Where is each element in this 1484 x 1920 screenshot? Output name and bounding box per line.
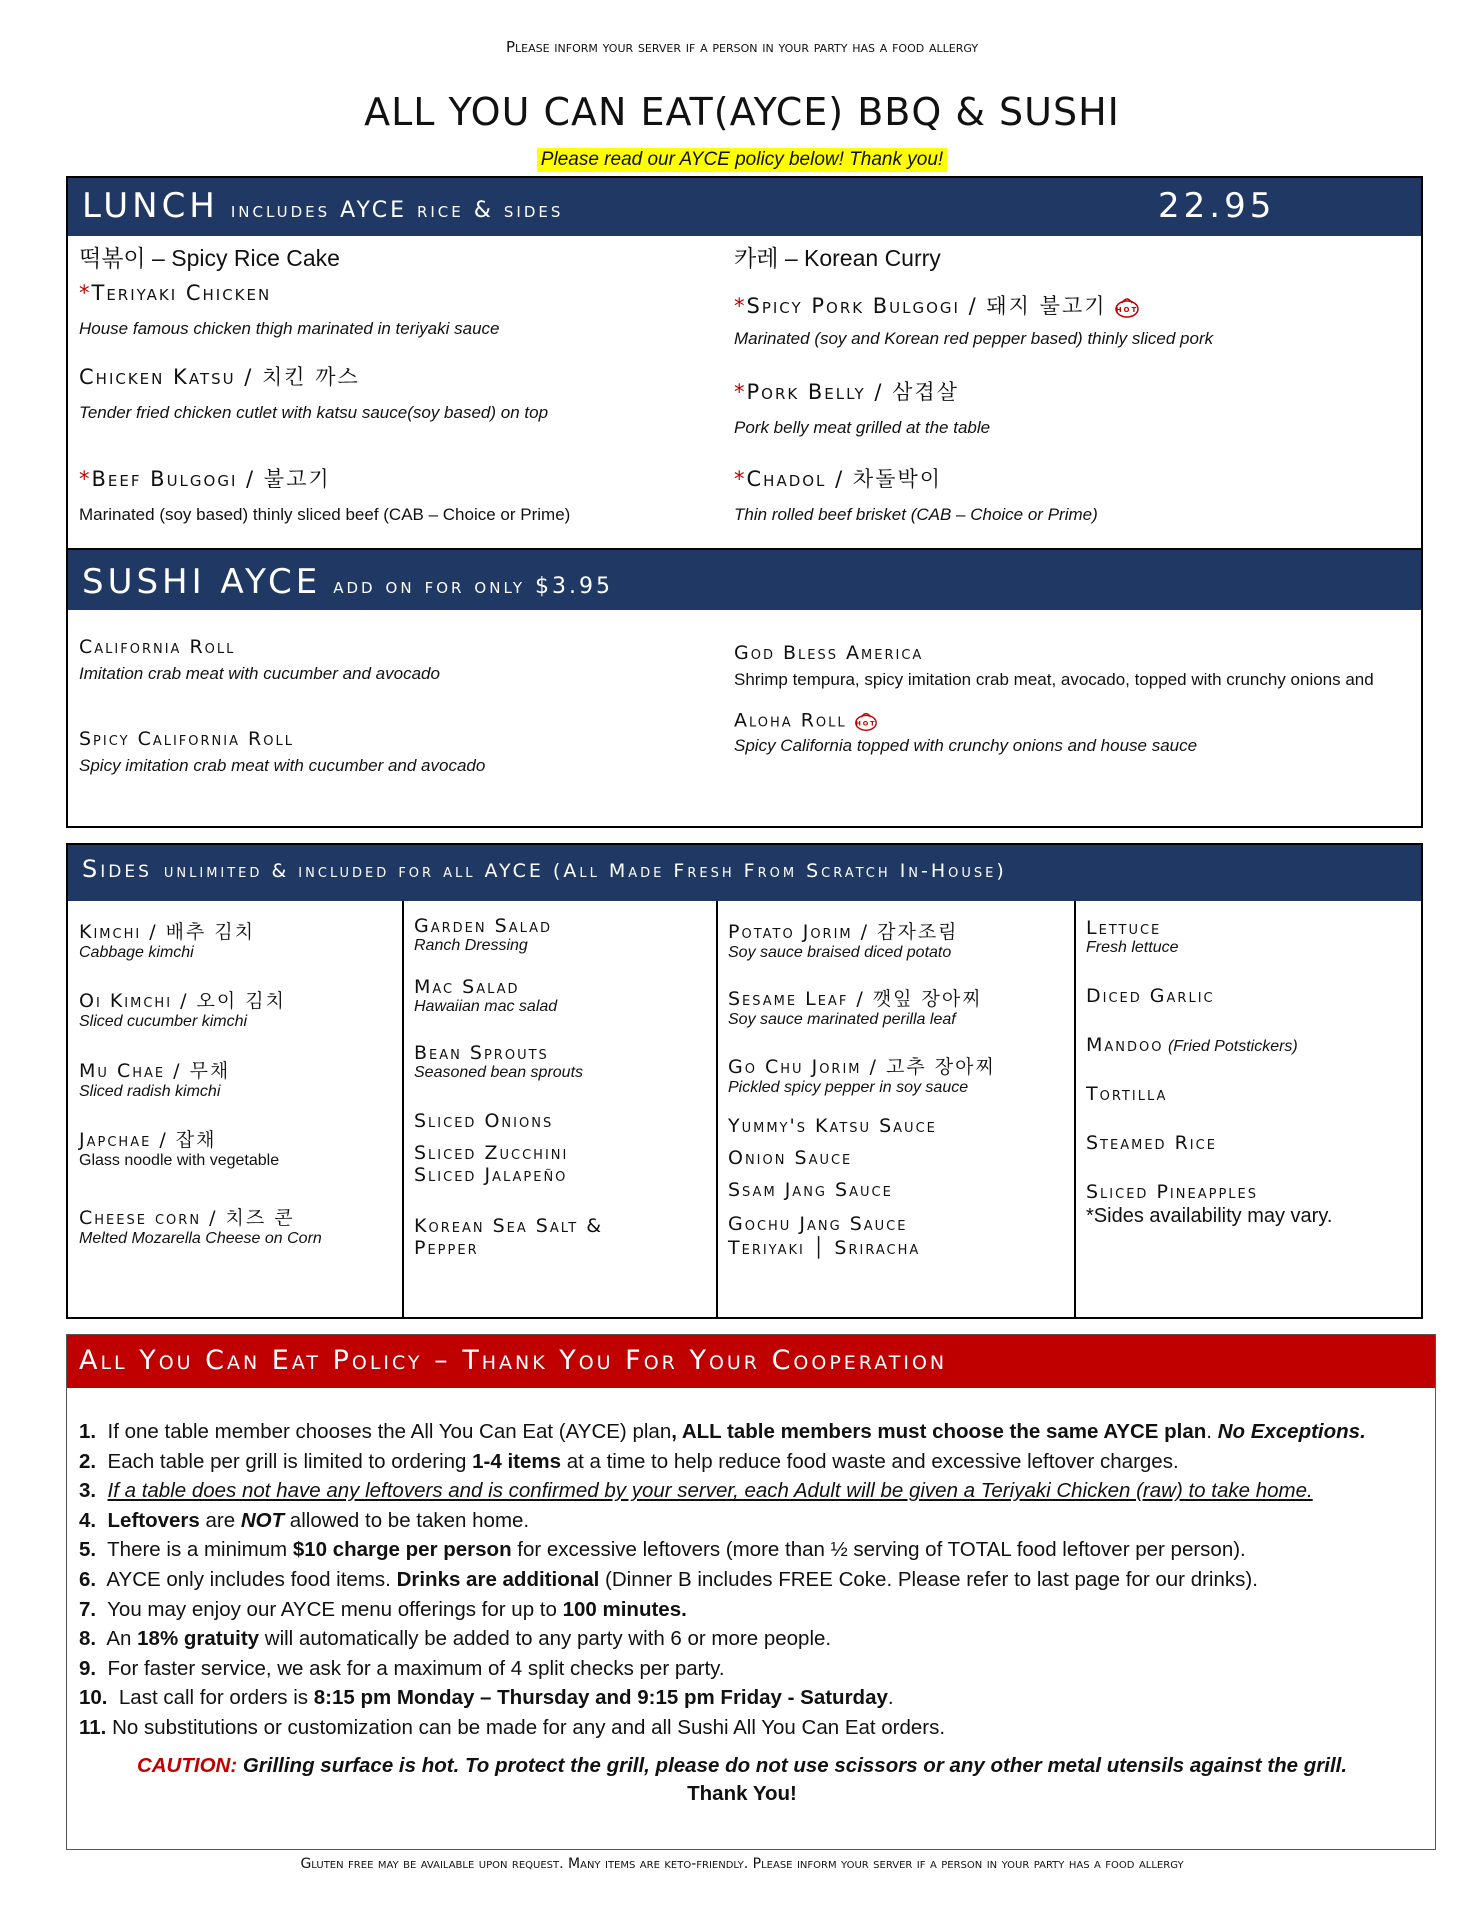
side-item [1086,1034,1298,1056]
item-name: Sesame Leaf / 깻잎 장아찌 [728,988,983,1010]
item-desc: Soy sauce marinated perilla leaf [728,1011,956,1028]
side-item-group [728,1110,937,1260]
item-name: California Roll [79,636,236,658]
side-item [79,917,255,962]
item-desc: Sliced cucumber kimchi [79,1013,248,1030]
side-item [728,917,959,962]
item-name: Gochu Jang Sauce [728,1213,908,1235]
sushi-title: SUSHI AYCE [82,562,322,602]
policy-rule: 2. Each table per grill is limited to ordering 1-4 items at a time to help reduce food waste and excessive leftover charges. [79,1449,1179,1473]
policy-rule: 11. No substitutions or customization can be made for any and all Sushi All You Can Eat orders. [79,1715,946,1739]
menu-item [734,376,990,438]
menu-item [734,708,1197,756]
item-name: Cheese corn / 치즈 콘 [79,1207,295,1229]
policy-rule: 5. There is a minimum $10 charge per person for excessive leftovers (more than ½ serving of TOTAL food leftover per person). [79,1538,1246,1562]
item-name: Spicy Pork Bulgogi / 돼지 불고기 [746,294,1107,318]
item-name: Garden Salad [414,915,553,937]
side-item [1086,1181,1332,1228]
item-desc: Shrimp tempura, spicy imitation crab meat, avocado, topped with crunchy onions and [734,670,1374,689]
caution-label: CAUTION: [136,1754,238,1777]
item-name: God Bless America [734,642,924,664]
column-divider [716,901,718,1317]
item-name: Bean Sprouts [414,1042,549,1064]
item-name: Teriyaki Chicken [91,281,272,305]
star-marker: * [734,467,747,491]
side-item [79,1203,322,1248]
item-name: Pork Belly / 삼겹살 [746,380,959,404]
menu-item [734,240,941,273]
item-name: Spicy California Roll [79,728,294,750]
item-desc: Hawaiian mac salad [414,998,558,1015]
item-name: Japchae / 잡채 [79,1129,217,1151]
side-item [414,1215,603,1259]
item-name: Pepper [414,1237,479,1259]
menu-item [79,636,440,684]
item-desc: Fresh lettuce [1086,939,1179,956]
policy-header [67,1335,1435,1388]
sushi-section [66,550,1423,828]
item-name: Sliced Onions [414,1110,554,1132]
policy-rule: 9. For faster service, we ask for a maximum of 4 split checks per party. [79,1656,725,1680]
sushi-header [68,550,1421,610]
item-name: Mandoo [1086,1034,1164,1056]
menu-item [79,728,485,776]
item-name: Beef Bulgogi / 불고기 [91,467,331,491]
side-item [728,1052,996,1097]
item-desc: Glass noodle with vegetable [79,1152,280,1169]
policy-rule: 4. Leftovers are NOT allowed to be taken home. [79,1508,530,1532]
item-desc: Sliced radish kimchi [79,1083,221,1100]
item-name: 카레 – Korean Curry [734,245,941,271]
item-name: Sliced Pineapples [1086,1181,1258,1203]
side-item [1086,1132,1217,1154]
item-desc: House famous chicken thigh marinated in teriyaki sauce [79,319,500,338]
star-marker: * [79,467,92,491]
star-marker: * [79,281,92,305]
lunch-section [66,176,1423,550]
item-name: Korean Sea Salt & [414,1215,604,1237]
item-name: Steamed Rice [1086,1132,1217,1154]
side-item [414,1110,553,1132]
item-name: Oi Kimchi / 오이 김치 [79,990,286,1012]
side-item [79,986,286,1031]
menu-item [79,281,500,339]
policy-rule: 3. If a table does not have any leftovers and is confirmed by your server, each Adult will be given a Teriyaki Chicken (raw) to take home. [79,1479,1313,1503]
item-name: Mac Salad [414,976,520,998]
policy-rule: 8. An 18% gratuity will automatically be added to any party with 6 or more people. [79,1627,832,1651]
item-name: Lettuce [1086,917,1162,939]
policy-note: Please read our AYCE policy below! Thank you! [537,148,947,172]
side-item [414,915,552,955]
item-desc: Ranch Dressing [414,937,528,954]
item-desc: Tender fried chicken cutlet with katsu sauce(soy based) on top [79,403,549,422]
side-item [414,1142,568,1186]
star-marker: * [734,294,747,318]
item-desc: Spicy imitation crab meat with cucumber and avocado [79,756,486,775]
column-divider [402,901,404,1317]
item-desc: Pork belly meat grilled at the table [734,418,991,437]
item-name: 떡볶이 – Spicy Rice Cake [79,245,340,271]
lunch-header [68,178,1421,236]
side-item [1086,985,1215,1007]
item-desc: Cabbage kimchi [79,944,194,961]
column-divider [1074,901,1076,1317]
lunch-title: LUNCH [82,186,219,226]
item-desc: Spicy California topped with crunchy onions and house sauce [734,736,1198,755]
item-name: Yummy's Katsu Sauce [728,1115,937,1137]
sides-section [66,843,1423,1319]
sides-subtitle: unlimited & included for all AYCE (All Made Fresh From Scratch In-House) [163,860,1007,882]
lunch-subtitle: includes AYCE rice & sides [230,198,564,223]
item-desc: Imitation crab meat with cucumber and avocado [79,664,440,683]
item-name: Sliced Jalapeño [414,1164,568,1186]
item-desc: Soy sauce braised diced potato [728,944,952,961]
item-name: Kimchi / 배추 김치 [79,921,256,943]
menu-item [79,361,548,423]
item-desc: Marinated (soy and Korean red pepper based) thinly sliced pork [734,329,1214,348]
star-marker: * [734,380,747,404]
hot-pepper-icon [1113,293,1141,321]
thank-you: Thank You! [687,1782,797,1805]
side-item [1086,917,1178,957]
item-name: Aloha Roll [734,709,847,732]
side-item [79,1125,279,1170]
item-name: Mu Chae / 무채 [79,1060,231,1082]
item-desc: Melted Mozarella Cheese on Corn [79,1230,322,1247]
policy-rule: 10. Last call for orders is 8:15 pm Monday – Thursday and 9:15 pm Friday - Saturday. [79,1686,894,1710]
item-name: Ssam Jang Sauce [728,1179,893,1201]
lunch-price: 22.95 [1158,186,1276,226]
menu-item [79,463,570,525]
item-name: Teriyaki │ Sriracha [728,1237,921,1259]
page-title: ALL YOU CAN EAT(AYCE) BBQ & SUSHI [364,90,1120,134]
side-item [1086,1083,1167,1105]
policy-rule: 1. If one table member chooses the All You Can Eat (AYCE) plan, ALL table members must choose the same AYCE plan. No Exceptions. [79,1420,1366,1443]
item-name: Diced Garlic [1086,985,1215,1007]
item-desc: (Fried Potstickers) [1167,1038,1298,1055]
menu-item [734,642,1374,690]
sides-availability-note: *Sides availability may vary. [1086,1205,1333,1227]
policy-rule: 7. You may enjoy our AYCE menu offerings for up to 100 minutes. [79,1597,687,1621]
policy-list [79,1417,1366,1743]
sushi-subtitle: add on for only $3.95 [333,574,613,599]
item-name: Potato Jorim / 감자조림 [728,921,959,943]
hot-pepper-icon [853,708,879,734]
item-name: Chadol / 차돌박이 [746,467,942,491]
item-name: Onion Sauce [728,1147,853,1169]
item-desc: Thin rolled beef brisket (CAB – Choice or Prime) [734,505,1098,524]
item-name: Go Chu Jorim / 고추 장아찌 [728,1056,996,1078]
side-item [414,976,557,1016]
menu-item [734,463,1098,525]
item-desc: Pickled spicy pepper in soy sauce [728,1079,969,1096]
side-item [414,1042,583,1082]
allergy-note: Please inform your server if a person in your party has a food allergy [505,38,979,56]
item-desc: Marinated (soy based) thinly sliced beef (CAB – Choice or Prime) [79,505,571,524]
item-name: Sliced Zucchini [414,1142,569,1164]
policy-title: All You Can Eat Policy – Thank You For Your Cooperation [79,1345,948,1376]
side-item [79,1056,230,1101]
item-name: Chicken Katsu / 치킨 까스 [79,365,360,389]
item-name: Tortilla [1086,1083,1168,1105]
footer-note: Gluten free may be available upon request. Many items are keto-friendly. Please inform your server if a person in your party has a food allergy [300,1856,1184,1872]
menu-item [79,240,340,273]
sides-title: Sides [82,855,152,883]
side-item [728,984,983,1029]
caution-note [0,1754,1484,1778]
policy-rule: 6. AYCE only includes food items. Drinks are additional (Dinner B includes FREE Coke. Please refer to last page for our drinks). [79,1567,1258,1591]
caution-text: Grilling surface is hot. To protect the grill, please do not use scissors or any other metal utensils against the grill. [237,1754,1348,1777]
item-desc: Seasoned bean sprouts [414,1064,584,1081]
sides-header [68,845,1421,901]
menu-item [734,290,1213,349]
svg-text:HOT: HOT [1115,306,1138,314]
svg-text:HOT: HOT [855,719,877,728]
